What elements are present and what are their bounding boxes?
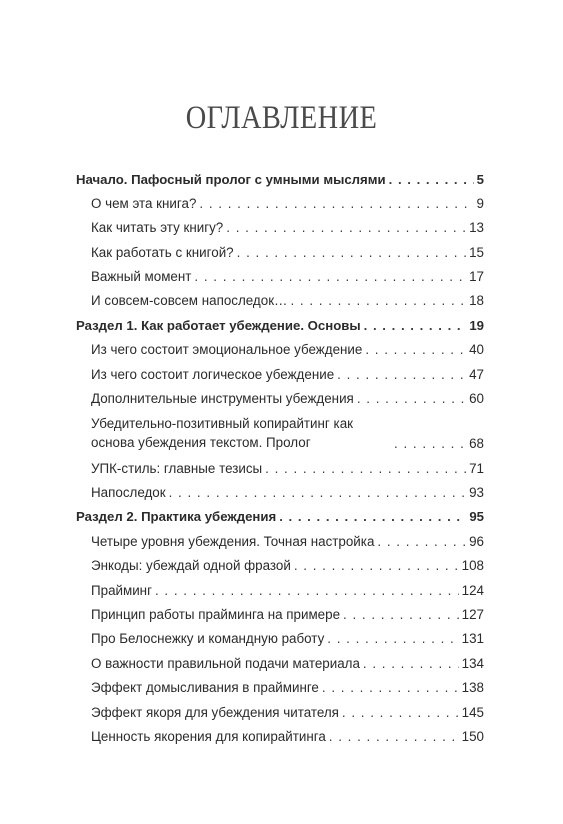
dot-leader — [365, 341, 466, 358]
toc-entry-page: 95 — [469, 509, 484, 525]
toc-entry[interactable] — [76, 261, 484, 285]
toc-entry-title: Эффект домысливания в прайминге — [91, 680, 319, 696]
toc-entry-page: 5 — [476, 171, 484, 187]
toc-entry[interactable] — [76, 599, 484, 623]
toc-entry-page: 15 — [469, 244, 484, 260]
toc-entry-page: 9 — [476, 195, 484, 211]
toc-entry-page: 127 — [461, 606, 484, 622]
toc-entry[interactable] — [76, 407, 484, 452]
dot-leader — [226, 219, 466, 236]
toc-entry-page: 60 — [469, 391, 484, 407]
toc-entry-title: Из чего состоит эмоциональное убеждение — [91, 342, 363, 358]
toc-entry-title: Как читать эту книгу? — [91, 220, 224, 236]
toc-entry-title: Раздел 1. Как работает убеждение. Основы — [76, 317, 361, 333]
toc-entry[interactable] — [76, 647, 484, 671]
toc-entry-page: 145 — [461, 704, 484, 720]
toc-entry-title: Убедительно-позитивный копирайтинг как основа убеждения текстом. Пролог — [91, 416, 353, 451]
toc-entry-page: 13 — [469, 220, 484, 236]
dot-leader — [279, 508, 466, 525]
dot-leader — [169, 484, 466, 501]
dot-leader — [329, 728, 459, 745]
toc-entry[interactable] — [76, 212, 484, 236]
dot-leader — [327, 630, 458, 647]
dot-leader — [294, 557, 459, 574]
toc-entry[interactable] — [76, 623, 484, 647]
toc-entry-title: Начало. Пафосный пролог с умными мыслями — [76, 171, 386, 187]
dot-leader — [394, 435, 466, 452]
toc-entry[interactable] — [76, 672, 484, 696]
toc-entry-page: 68 — [469, 436, 484, 452]
toc-entry-title: Четыре уровня убеждения. Точная настройка — [91, 533, 375, 549]
dot-leader — [377, 533, 466, 550]
dot-leader — [343, 606, 459, 623]
toc-entry-page: 18 — [469, 293, 484, 309]
toc-entry[interactable] — [76, 525, 484, 549]
toc-entry-title: О чем эта книга? — [91, 195, 197, 211]
toc-entry-title: Про Белоснежку и командную работу — [91, 631, 325, 647]
toc-entry-page: 19 — [469, 317, 484, 333]
toc-entry-page: 134 — [461, 655, 484, 671]
toc-entry-page: 40 — [469, 342, 484, 358]
dot-leader — [237, 244, 466, 261]
dot-leader — [265, 460, 466, 477]
toc-entry-title: Принцип работы прайминга на примере — [91, 606, 341, 622]
toc-entry-page: 131 — [461, 631, 484, 647]
toc-entry-page: 108 — [461, 558, 484, 574]
toc-entry[interactable] — [76, 163, 484, 188]
toc-entry[interactable] — [76, 574, 484, 598]
dot-leader — [357, 390, 466, 407]
toc-entry-page: 96 — [469, 533, 484, 549]
toc-entry-page: 47 — [469, 366, 484, 382]
toc-entry-title: Эффект якоря для убеждения читателя — [91, 704, 339, 720]
toc-entry[interactable] — [76, 309, 484, 334]
toc-entry[interactable] — [76, 550, 484, 574]
dot-leader — [290, 292, 466, 309]
table-of-contents — [76, 163, 484, 745]
toc-entry[interactable] — [76, 721, 484, 745]
toc-entry[interactable] — [76, 188, 484, 212]
dot-leader — [155, 582, 459, 599]
toc-entry-page: 124 — [461, 582, 484, 598]
toc-entry[interactable] — [76, 358, 484, 382]
toc-entry-title: Дополнительные инструменты убеждения — [91, 391, 354, 407]
toc-entry[interactable] — [76, 452, 484, 476]
toc-entry[interactable] — [76, 236, 484, 260]
toc-entry-title: Прайминг — [91, 582, 152, 598]
toc-entry-title: И совсем-совсем напоследок… — [91, 293, 288, 309]
toc-entry-title: Важный момент — [91, 269, 192, 285]
toc-entry[interactable] — [76, 501, 484, 526]
toc-entry-title: Раздел 2. Практика убеждения — [76, 509, 277, 525]
dot-leader — [337, 366, 466, 383]
toc-entry-title: Как работать с книгой? — [91, 244, 234, 260]
toc-entry-page: 71 — [469, 460, 484, 476]
dot-leader — [364, 317, 467, 334]
toc-entry-page: 150 — [461, 728, 484, 744]
dot-leader — [363, 655, 459, 672]
dot-leader — [389, 171, 474, 188]
page-title: ОГЛАВЛЕНИЕ — [185, 100, 378, 136]
dot-leader — [199, 195, 473, 212]
toc-entry-page: 17 — [469, 269, 484, 285]
dot-leader — [194, 268, 466, 285]
dot-leader — [322, 679, 459, 696]
dot-leader — [342, 704, 459, 721]
toc-entry[interactable] — [76, 696, 484, 720]
toc-entry-title: Энкоды: убеждай одной фразой — [91, 558, 291, 574]
toc-entry-title: Ценность якорения для копирайтинга — [91, 728, 326, 744]
toc-entry-page: 93 — [469, 484, 484, 500]
toc-entry[interactable] — [76, 383, 484, 407]
toc-entry-title: УПК-стиль: главные тезисы — [91, 460, 263, 476]
toc-entry[interactable] — [76, 285, 484, 309]
toc-entry-title: Из чего состоит логическое убеждение — [91, 366, 335, 382]
toc-entry[interactable] — [76, 477, 484, 501]
toc-entry-title: О важности правильной подачи материала — [91, 655, 360, 671]
toc-entry-title: Напоследок — [91, 484, 166, 500]
toc-entry-page: 138 — [461, 680, 484, 696]
toc-entry[interactable] — [76, 334, 484, 358]
